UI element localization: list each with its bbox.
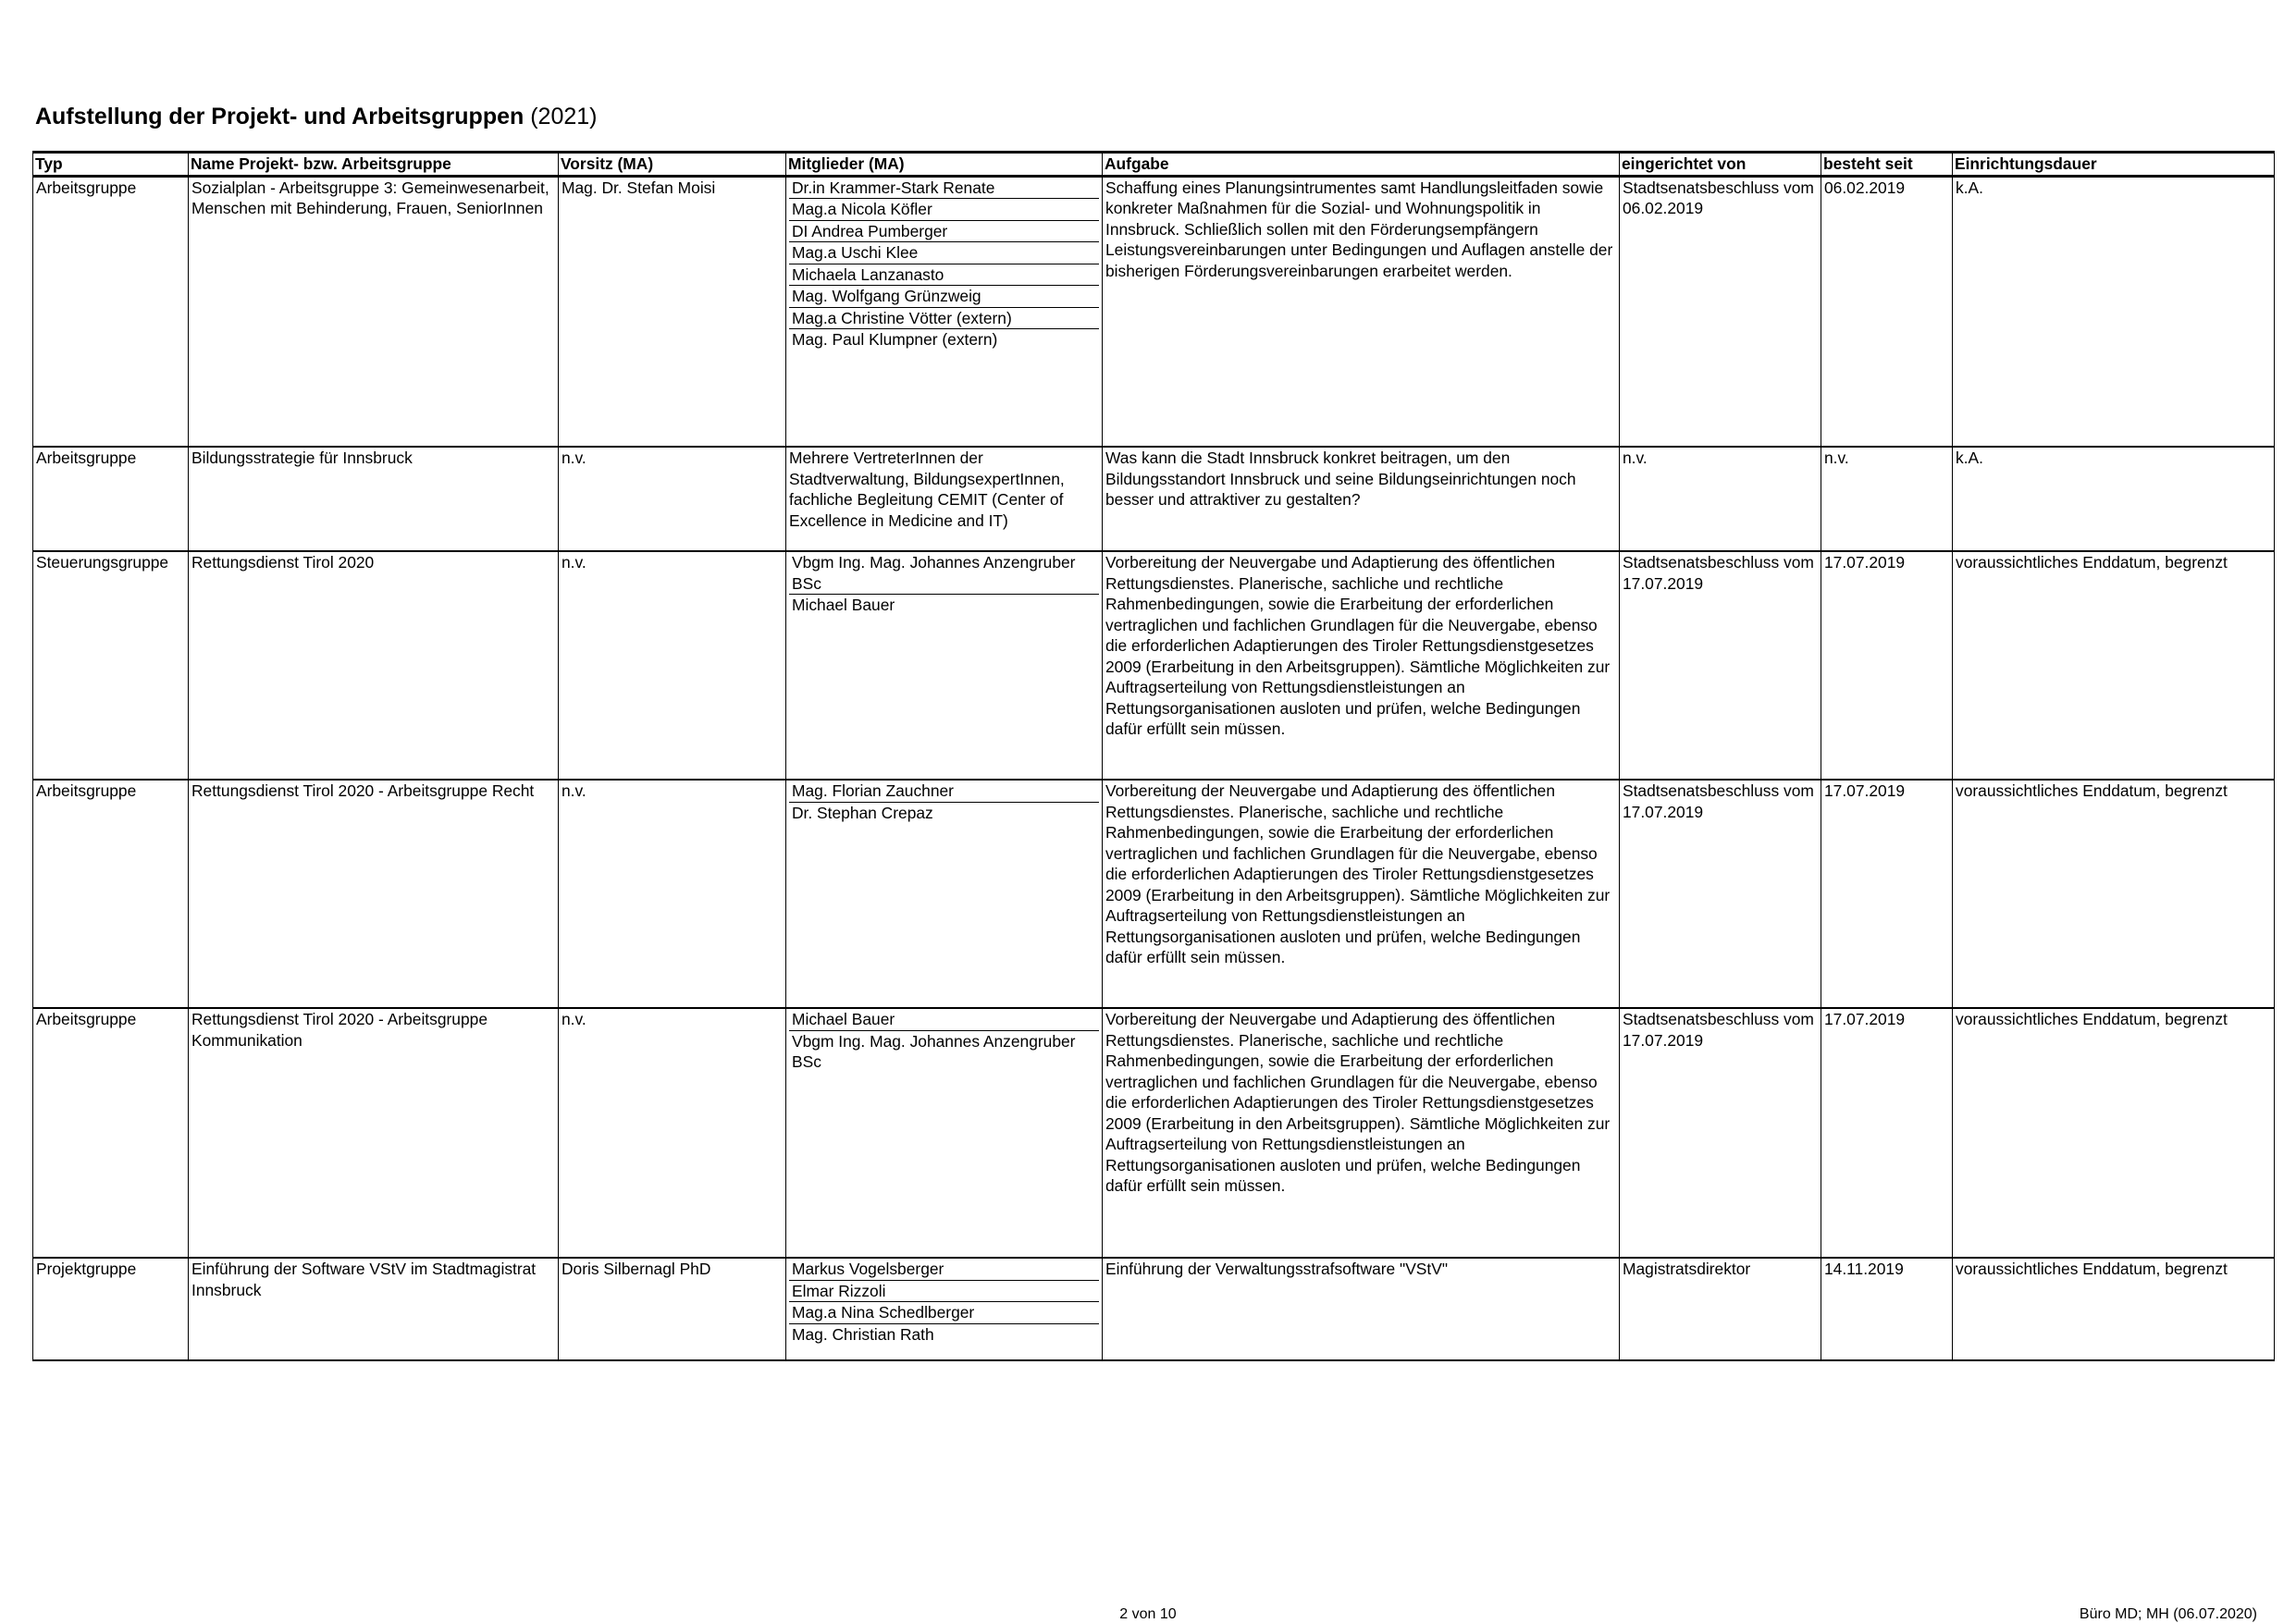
col-header-eingerichtet: eingerichtet von xyxy=(1620,153,1821,177)
col-header-vorsitz: Vorsitz (MA) xyxy=(559,153,786,177)
cell-name: Rettungsdienst Tirol 2020 xyxy=(189,551,559,780)
cell-aufgabe: Vorbereitung der Neuvergabe und Adaptierung des öffentlichen Rettungsdienstes. Planerische, sachliche und rechtliche Rahmenbedingungen, sowie die Erarbeitung der erforderlichen vertraglichen und fachlichen Grundlagen für die Neuvergabe, ebenso die erforderlichen Adaptierungen des Tiroler Rettungsdienstgesetzes 2009 (Erarbeitung in den Arbeitsgruppen). Sämtliche Möglichkeiten zur Auftragserteilung von Rettungsdienstleistungen an Rettungsorganisationen ausloten und prüfen, welche Bedingungen dafür erfüllt sein müssen. xyxy=(1103,1008,1620,1258)
cell-name: Rettungsdienst Tirol 2020 - Arbeitsgruppe Kommunikation xyxy=(189,1008,559,1258)
cell-dauer: voraussichtliches Enddatum, begrenzt xyxy=(1953,551,2275,780)
table-header-row xyxy=(33,153,2275,177)
cell-aufgabe: Was kann die Stadt Innsbruck konkret beitragen, um den Bildungsstandort Innsbruck und seine Bildungseinrichtungen noch besser und attraktiver zu gestalten? xyxy=(1103,447,1620,551)
cell-eingerichtet: Stadtsenatsbeschluss vom 17.07.2019 xyxy=(1620,1008,1821,1258)
cell-typ: Arbeitsgruppe xyxy=(33,447,189,551)
cell-eingerichtet: Magistratsdirektor xyxy=(1620,1258,1821,1360)
cell-seit: 06.02.2019 xyxy=(1821,176,1953,447)
member-entry: Elmar Rizzoli xyxy=(789,1280,1099,1302)
cell-typ: Projektgruppe xyxy=(33,1258,189,1360)
member-entry: Mag. Florian Zauchner xyxy=(792,781,954,800)
member-entry: Michael Bauer xyxy=(789,594,1099,616)
table-row xyxy=(33,176,2275,447)
table-row xyxy=(33,551,2275,780)
cell-vorsitz: Mag. Dr. Stefan Moisi xyxy=(559,176,786,447)
cell-eingerichtet: Stadtsenatsbeschluss vom 06.02.2019 xyxy=(1620,176,1821,447)
col-header-seit: besteht seit xyxy=(1821,153,1953,177)
cell-members: Mehrere VertreterInnen der Stadtverwaltung, BildungsexpertInnen, fachliche Begleitung CEMIT (Center of Excellence in Medicine and IT) xyxy=(786,447,1103,551)
cell-name: Sozialplan - Arbeitsgruppe 3: Gemeinwesenarbeit, Menschen mit Behinderung, Frauen, SeniorInnen xyxy=(189,176,559,447)
cell-aufgabe: Schaffung eines Planungsintrumentes samt Handlungsleitfaden sowie konkreter Maßnahmen für die Sozial- und Wohnungspolitik in Innsbruck. Schließlich sollen mit den Förderungsempfängern Leistungsvereinbarungen unter Bedingungen und Auflagen anstelle der bisherigen Förderungsvereinbarungen erarbeitet werden. xyxy=(1103,176,1620,447)
cell-dauer: voraussichtliches Enddatum, begrenzt xyxy=(1953,1008,2275,1258)
cell-typ: Arbeitsgruppe xyxy=(33,780,189,1008)
cell-typ: Arbeitsgruppe xyxy=(33,176,189,447)
cell-vorsitz: Doris Silbernagl PhD xyxy=(559,1258,786,1360)
cell-members xyxy=(786,1258,1103,1360)
cell-members xyxy=(786,176,1103,447)
page-title-main: Aufstellung der Projekt- und Arbeitsgruppen xyxy=(35,104,525,129)
cell-seit: 17.07.2019 xyxy=(1821,1008,1953,1258)
cell-dauer: voraussichtliches Enddatum, begrenzt xyxy=(1953,1258,2275,1360)
table-row xyxy=(33,447,2275,551)
member-entry: Mag.a Christine Vötter (extern) xyxy=(789,307,1099,329)
cell-typ: Arbeitsgruppe xyxy=(33,1008,189,1258)
cell-dauer: k.A. xyxy=(1953,176,2275,447)
col-header-mitglieder: Mitglieder (MA) xyxy=(786,153,1103,177)
groups-table xyxy=(32,151,2275,1361)
member-entry: Mag. Wolfgang Grünzweig xyxy=(789,285,1099,307)
cell-aufgabe: Vorbereitung der Neuvergabe und Adaptierung des öffentlichen Rettungsdienstes. Planerische, sachliche und rechtliche Rahmenbedingungen, sowie die Erarbeitung der erforderlichen vertraglichen und fachlichen Grundlagen für die Neuvergabe, ebenso die erforderlichen Adaptierungen des Tiroler Rettungsdienstgesetzes 2009 (Erarbeitung in den Arbeitsgruppen). Sämtliche Möglichkeiten zur Auftragserteilung von Rettungsdienstleistungen an Rettungsorganisationen ausloten und prüfen, welche Bedingungen dafür erfüllt sein müssen. xyxy=(1103,780,1620,1008)
cell-seit: 14.11.2019 xyxy=(1821,1258,1953,1360)
page-title-year: (2021) xyxy=(524,104,598,129)
cell-vorsitz: n.v. xyxy=(559,1008,786,1258)
cell-vorsitz: n.v. xyxy=(559,780,786,1008)
cell-vorsitz: n.v. xyxy=(559,551,786,780)
member-entry: Dr. Stephan Crepaz xyxy=(789,802,1099,824)
cell-vorsitz: n.v. xyxy=(559,447,786,551)
cell-members xyxy=(786,551,1103,780)
cell-aufgabe: Einführung der Verwaltungsstrafsoftware "VStV" xyxy=(1103,1258,1620,1360)
member-entry: Michael Bauer xyxy=(792,1010,895,1028)
member-entry: Vbgm Ing. Mag. Johannes Anzengruber BSc xyxy=(789,1030,1099,1073)
table-row xyxy=(33,1008,2275,1258)
col-header-typ: Typ xyxy=(33,153,189,177)
cell-name: Einführung der Software VStV im Stadtmagistrat Innsbruck xyxy=(189,1258,559,1360)
cell-aufgabe: Vorbereitung der Neuvergabe und Adaptierung des öffentlichen Rettungsdienstes. Planerische, sachliche und rechtliche Rahmenbedingungen, sowie die Erarbeitung der erforderlichen vertraglichen und fachlichen Grundlagen für die Neuvergabe, ebenso die erforderlichen Adaptierungen des Tiroler Rettungsdienstgesetzes 2009 (Erarbeitung in den Arbeitsgruppen). Sämtliche Möglichkeiten zur Auftragserteilung von Rettungsdienstleistungen an Rettungsorganisationen ausloten und prüfen, welche Bedingungen dafür erfüllt sein müssen. xyxy=(1103,551,1620,780)
member-entry: Markus Vogelsberger xyxy=(792,1260,944,1278)
col-header-dauer: Einrichtungsdauer xyxy=(1953,153,2275,177)
cell-seit: 17.07.2019 xyxy=(1821,551,1953,780)
cell-eingerichtet: Stadtsenatsbeschluss vom 17.07.2019 xyxy=(1620,780,1821,1008)
cell-typ: Steuerungsgruppe xyxy=(33,551,189,780)
cell-eingerichtet: Stadtsenatsbeschluss vom 17.07.2019 xyxy=(1620,551,1821,780)
cell-seit: 17.07.2019 xyxy=(1821,780,1953,1008)
member-entry: Mag. Christian Rath xyxy=(789,1323,1099,1346)
member-entry: Mag.a Nicola Köfler xyxy=(789,198,1099,220)
member-entry: Vbgm Ing. Mag. Johannes Anzengruber BSc xyxy=(792,553,1076,593)
member-entry: Mag. Paul Klumpner (extern) xyxy=(789,328,1099,350)
member-entry: Mag.a Uschi Klee xyxy=(789,241,1099,264)
cell-seit: n.v. xyxy=(1821,447,1953,551)
cell-eingerichtet: n.v. xyxy=(1620,447,1821,551)
member-entry: Mag.a Nina Schedlberger xyxy=(789,1301,1099,1323)
col-header-name: Name Projekt- bzw. Arbeitsgruppe xyxy=(189,153,559,177)
footer-author: Büro MD; MH (06.07.2020) xyxy=(2079,1606,2257,1622)
table-row xyxy=(33,780,2275,1008)
page-title xyxy=(35,104,597,130)
page-number: 2 von 10 xyxy=(1119,1606,1177,1622)
col-header-aufgabe: Aufgabe xyxy=(1103,153,1620,177)
member-entry: DI Andrea Pumberger xyxy=(789,220,1099,242)
cell-name: Rettungsdienst Tirol 2020 - Arbeitsgruppe Recht xyxy=(189,780,559,1008)
cell-members xyxy=(786,780,1103,1008)
cell-members xyxy=(786,1008,1103,1258)
table-row xyxy=(33,1258,2275,1360)
cell-name: Bildungsstrategie für Innsbruck xyxy=(189,447,559,551)
cell-dauer: k.A. xyxy=(1953,447,2275,551)
member-entry: Michaela Lanzanasto xyxy=(789,264,1099,286)
cell-dauer: voraussichtliches Enddatum, begrenzt xyxy=(1953,780,2275,1008)
member-entry: Dr.in Krammer-Stark Renate xyxy=(792,178,995,197)
